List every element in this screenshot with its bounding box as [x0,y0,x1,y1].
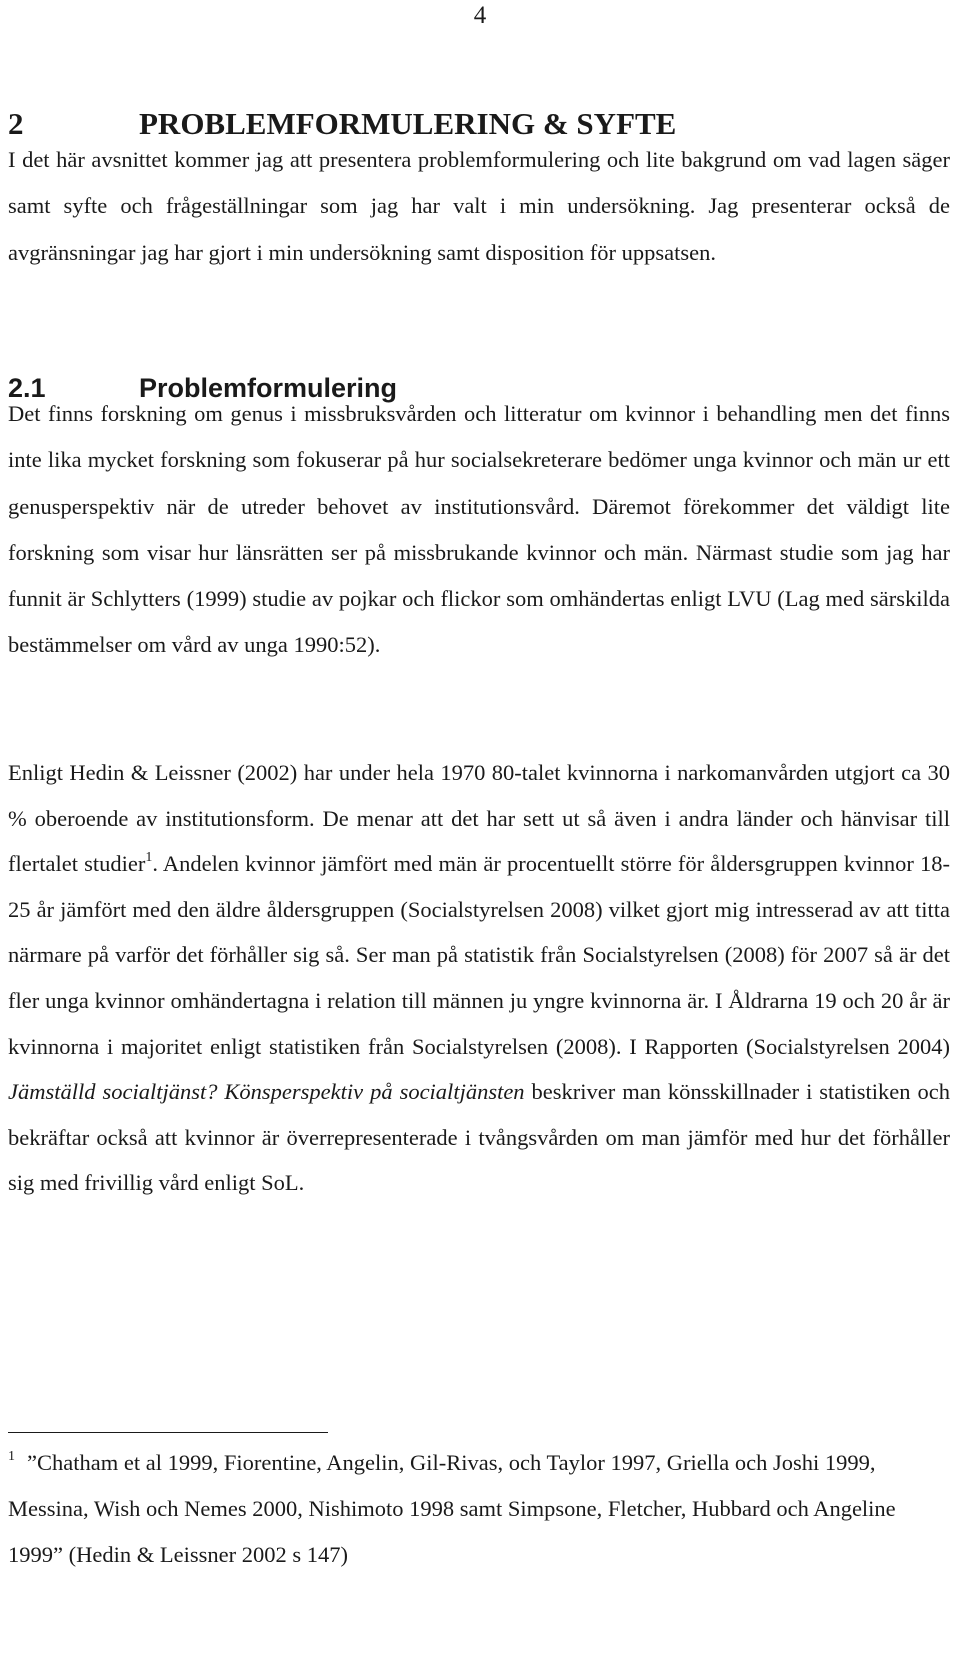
paragraph-2-text-c: beskriver man könsskillnader i statistiken och bekräftar också att kvinnor är överrepresenterade i tvångsvården om man jämför med hur det förhåller sig med frivillig vård enligt SoL. [8,1079,950,1196]
report-title: Jämställd socialtjänst? Könsperspektiv på socialtjänsten [8,1079,525,1105]
subsection-title: Problemformulering [139,373,398,403]
footnote-reference: 1 [145,850,153,866]
section-intro: I det här avsnittet kommer jag att presentera problemformulering och lite bakgrund om vad lagen säger samt syfte och frågeställningar som jag har valt i min undersökning. Jag presenterar också de avgränsningar jag har gjort i min undersökning samt disposition för uppsatsen. [8,147,950,265]
footnote-separator [8,1432,328,1433]
page-number: 4 [473,2,487,29]
footnote [8,1440,908,1578]
section-number: 2 [8,106,24,141]
paragraph-1: Det finns forskning om genus i missbruksvården och litteratur om kvinnor i behandling men det finns inte lika mycket forskning som fokuserar på hur socialsekreterare bedömer unga kvinnor och män ur ett genusperspektiv när de utreder behovet av institutionsvård. Däremot förekommer det väldigt lite forskning som visar hur länsrätten ser på missbrukande kvinnor och män. Närmast studie som jag har funnit är Schlytters (1999) studie av pojkar och flickor som omhändertas enligt LVU (Lag med särskilda bestämmelser om vård av unga 1990:52). [8,401,950,658]
footnote-marker: 1 [8,1449,15,1464]
paragraph-2-text-b: . Andelen kvinnor jämfört med män är procentuellt större för åldersgruppen kvinnor 18-25 år jämfört med den äldre åldersgruppen (Socialstyrelsen 2008) vilket gjort mig intresserad av att titta närmare på varför det förhåller sig så. Ser man på statistik från Socialstyrelsen (2008) för 2007 så är det fler unga kvinnor omhändertagna i relation till männen ju yngre kvinnorna är. I Åldrarna 19 och 20 år är kvinnorna i majoritet enligt statistiken från Socialstyrelsen (2008). I Rapporten (Socialstyrelsen 2004) [8,851,950,1059]
footnote-text: ”Chatham et al 1999, Fiorentine, Angelin, Gil-Rivas, och Taylor 1997, Griella och Joshi 1999, Messina, Wish och Nemes 2000, Nishimoto 1998 samt Simpsone, Fletcher, Hubbard och Angeline 1999” (Hedin & Leissner 2002 s 147) [8,1450,896,1567]
subsection-number: 2.1 [8,373,46,403]
section-title: PROBLEMFORMULERING & SYFTE [139,106,677,141]
paragraph-2-text-a: Enligt Hedin & Leissner (2002) har under hela 1970 80-talet kvinnorna i narkomanvården utgjort ca 30 % oberoende av institutionsform. De menar att det har sett ut så även i andra länder och hänvisar till flertalet studier [8,760,950,877]
paragraph-2 [8,750,950,1206]
